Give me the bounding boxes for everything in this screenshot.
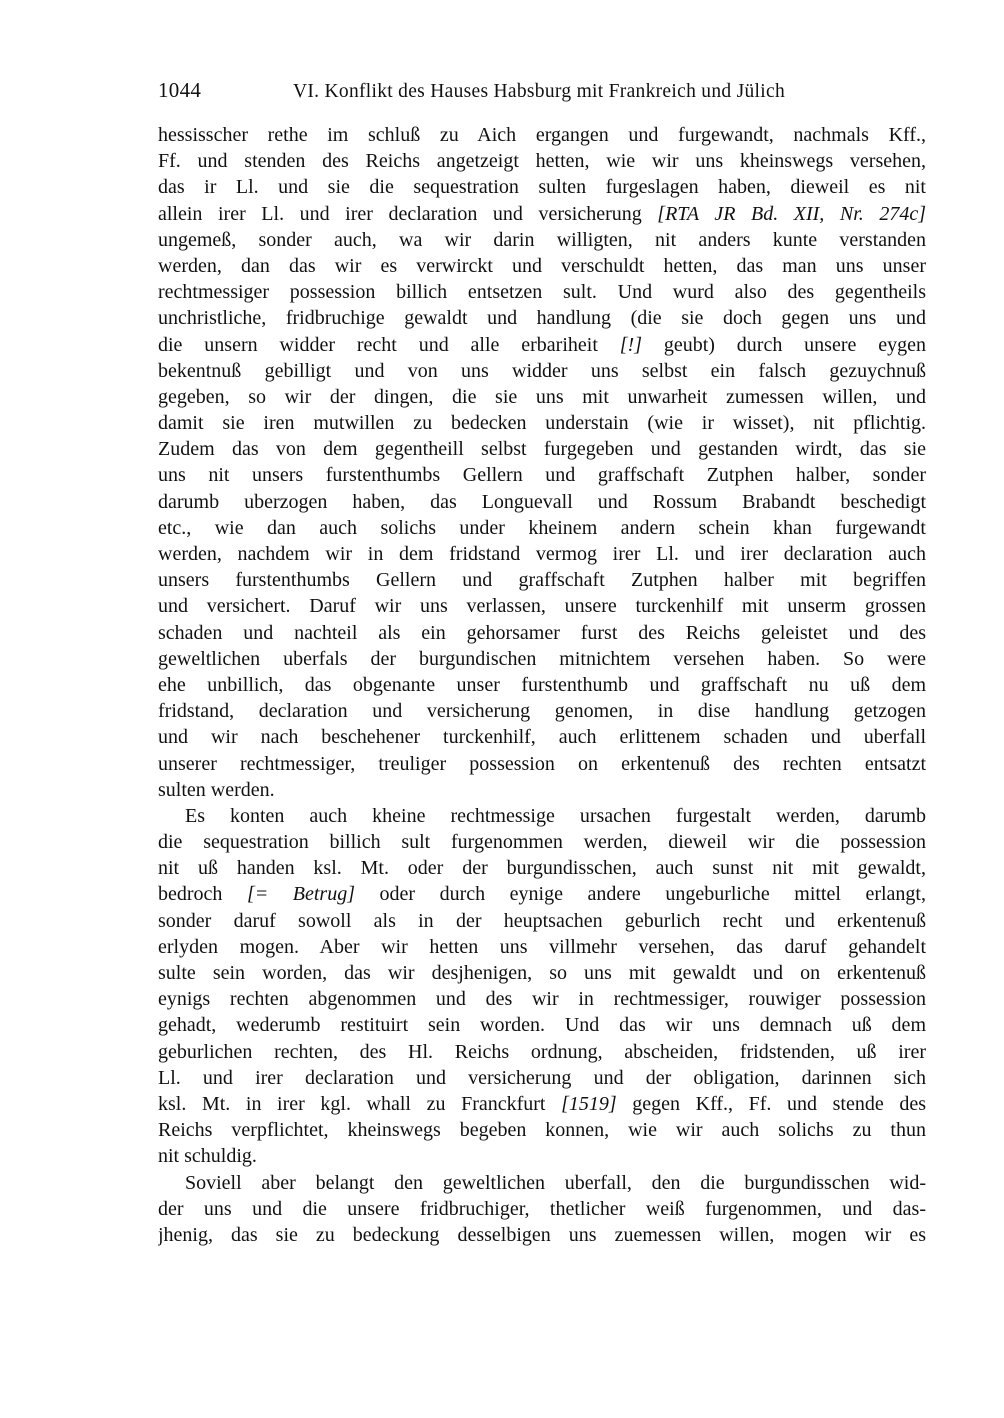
text-line <box>158 803 926 829</box>
text-segment: werden, dan das wir es verwirckt und verschuldt hetten, das man uns unser <box>158 254 926 277</box>
text-segment: rechtmessiger possession billich entsetzen sult. Und wurd also des gegentheils <box>158 281 926 304</box>
text-segment: ungemeß, sonder auch, wa wir darin willigten, nit anders kunte verstanden <box>158 228 926 251</box>
text-segment: Zudem das von dem gegentheill selbst furgegeben und gestanden wirdt, das sie <box>158 438 926 461</box>
text-segment: darumb uberzogen haben, das Longuevall und Rossum Brabandt beschedigt <box>158 490 926 513</box>
text-segment: nit uß handen ksl. Mt. oder der burgundisschen, auch sunst nit mit gewaldt, <box>158 857 926 880</box>
text-line <box>158 672 926 698</box>
text-segment: Ff. und stenden des Reichs angetzeigt hetten, wie wir uns kheinswegs versehen, <box>158 150 926 173</box>
text-segment: sulte sein worden, das wir desjhenigen, so uns mit gewaldt und on erkentenuß <box>158 962 926 984</box>
running-header <box>158 78 926 104</box>
text-segment: damit sie iren mutwillen zu bedecken understain (wie ir wisset), nit pflichtig. <box>158 412 926 435</box>
text-line <box>158 227 926 253</box>
text-line <box>158 201 926 227</box>
text-line <box>158 855 926 881</box>
text-segment: etc., wie dan auch solichs under kheinem andern schein khan furgewandt <box>158 516 926 539</box>
text-line <box>158 253 926 279</box>
text-line <box>158 751 926 777</box>
text-segment: bedroch <box>158 883 247 906</box>
text-line <box>158 829 926 855</box>
text-segment: hessisscher rethe im schluß zu Aich ergangen und furgewandt, nachmals Kff., <box>158 124 926 146</box>
text-line <box>158 698 926 724</box>
text-line <box>158 934 926 960</box>
text-line <box>158 174 926 200</box>
text-segment: Es konten auch kheine rechtmessige ursachen furgestalt werden, darumb <box>185 804 926 827</box>
text-line <box>158 777 926 803</box>
text-segment: ksl. Mt. in irer kgl. whall zu Franckfurt <box>158 1092 562 1115</box>
text-segment: die unsern widder recht und alle erbariheit <box>158 333 620 356</box>
text-line <box>158 489 926 515</box>
paragraph <box>158 122 926 803</box>
text-line <box>158 410 926 436</box>
text-line <box>158 148 926 174</box>
text-segment: unchristliche, fridbruchige gewaldt und handlung (die sie doch gegen uns und <box>158 307 926 330</box>
text-segment: oder durch eynige andere ungeburliche mittel erlangt, <box>354 883 926 906</box>
text-segment: geburlichen rechten, des Hl. Reichs ordnung, abscheiden, fridstenden, uß irer <box>158 1040 926 1063</box>
text-block <box>158 78 926 1248</box>
text-segment: unserer rechtmessiger, treuliger possession on erkentenuß des rechten entsatzt <box>158 752 926 775</box>
text-segment: gehadt, wederumb restituirt sein worden. Und das wir uns demnach uß dem <box>158 1014 926 1037</box>
text-segment: sulten werden. <box>158 778 275 801</box>
text-segment: uns nit unsers furstenthumbs Gellern und graffschaft Zutphen halber, sonder <box>158 464 926 487</box>
text-line <box>158 332 926 358</box>
text-line <box>158 1222 926 1248</box>
text-segment: jhenig, das sie zu bedeckung desselbigen uns zuemessen willen, mogen wir es <box>158 1223 926 1246</box>
text-segment: gegeben, so wir der dingen, die sie uns mit unwarheit zumessen willen, und <box>158 385 926 408</box>
text-line <box>158 1170 926 1196</box>
body-text <box>158 122 926 1248</box>
text-line <box>158 724 926 750</box>
text-line <box>158 986 926 1012</box>
text-line <box>158 541 926 567</box>
text-line <box>158 1039 926 1065</box>
text-segment: nit schuldig. <box>158 1145 257 1168</box>
text-line <box>158 881 926 907</box>
text-segment: unsers furstenthumbs Gellern und graffschaft Zutphen halber mit begriffen <box>158 569 926 592</box>
page-number: 1044 <box>158 78 202 102</box>
text-line <box>158 1196 926 1222</box>
text-segment: geweltlichen uberfals der burgundischen mitnichtem versehen haben. So were <box>158 647 926 670</box>
paragraph <box>158 1170 926 1249</box>
text-line <box>158 436 926 462</box>
text-line <box>158 620 926 646</box>
text-line <box>158 515 926 541</box>
editorial-insertion: [1519] <box>561 1092 617 1115</box>
text-segment: werden, nachdem wir in dem fridstand vermog irer Ll. und irer declaration auch <box>158 543 926 565</box>
text-segment: allein irer Ll. und irer declaration und versicherung <box>158 202 658 225</box>
text-line <box>158 1065 926 1091</box>
text-line <box>158 1091 926 1117</box>
text-line <box>158 305 926 331</box>
text-segment: Soviell aber belangt den geweltlichen uberfall, den die burgundisschen wid- <box>185 1171 926 1194</box>
text-line <box>158 122 926 148</box>
editorial-insertion: [= Betrug] <box>246 883 355 906</box>
editorial-insertion: [RTA JR Bd. XII, Nr. 274c] <box>657 202 926 225</box>
text-line <box>158 1117 926 1143</box>
text-segment: bekentnuß gebilligt und von uns widder uns selbst ein falsch gezuychnuß <box>158 359 926 382</box>
text-segment: sonder daruf sowoll als in der heuptsachen geburlich recht und erkentenuß <box>158 909 926 932</box>
running-head-title: VI. Konflikt des Hauses Habsburg mit Frankreich und Jülich <box>292 81 785 102</box>
text-segment: geubt) durch unsere eygen <box>641 333 926 356</box>
text-segment: fridstand, declaration und versicherung genomen, in dise handlung getzogen <box>158 700 926 723</box>
text-segment: schaden und nachteil als ein gehorsamer furst des Reichs geleistet und des <box>158 621 926 644</box>
text-line <box>158 279 926 305</box>
text-segment: erlyden mogen. Aber wir hetten uns villmehr versehen, das daruf gehandelt <box>158 935 926 958</box>
text-segment: Ll. und irer declaration und versicherung und der obligation, darinnen sich <box>158 1066 926 1089</box>
editorial-insertion: [!] <box>619 333 642 356</box>
text-segment: gegen Kff., Ff. und stende des <box>616 1092 926 1115</box>
text-line <box>158 567 926 593</box>
text-segment: die sequestration billich sult furgenommen werden, dieweil wir die possession <box>158 831 926 854</box>
text-line <box>158 960 926 986</box>
text-line <box>158 358 926 384</box>
text-segment: und wir nach beschehener turckenhilf, auch erlittenem schaden und uberfall <box>158 726 926 749</box>
text-segment: Reichs verpflichtet, kheinswegs begeben konnen, wie wir auch solichs zu thun <box>158 1119 926 1142</box>
text-line <box>158 1143 926 1169</box>
text-line <box>158 646 926 672</box>
text-segment: das ir Ll. und sie die sequestration sulten furgeslagen haben, dieweil es nit <box>158 176 926 199</box>
text-segment: ehe unbillich, das obgenante unser furstenthumb und graffschaft nu uß dem <box>158 673 926 696</box>
text-line <box>158 462 926 488</box>
text-segment: und versichert. Daruf wir uns verlassen, unsere turckenhilf mit unserm grossen <box>158 595 926 618</box>
paragraph <box>158 803 926 1170</box>
text-line <box>158 593 926 619</box>
text-line <box>158 384 926 410</box>
text-segment: der uns und die unsere fridbruchiger, thetlicher weiß furgenommen, und das- <box>158 1197 926 1220</box>
text-line <box>158 1012 926 1038</box>
text-segment: eynigs rechten abgenommen und des wir in rechtmessiger, rouwiger possession <box>158 988 926 1011</box>
text-line <box>158 908 926 934</box>
